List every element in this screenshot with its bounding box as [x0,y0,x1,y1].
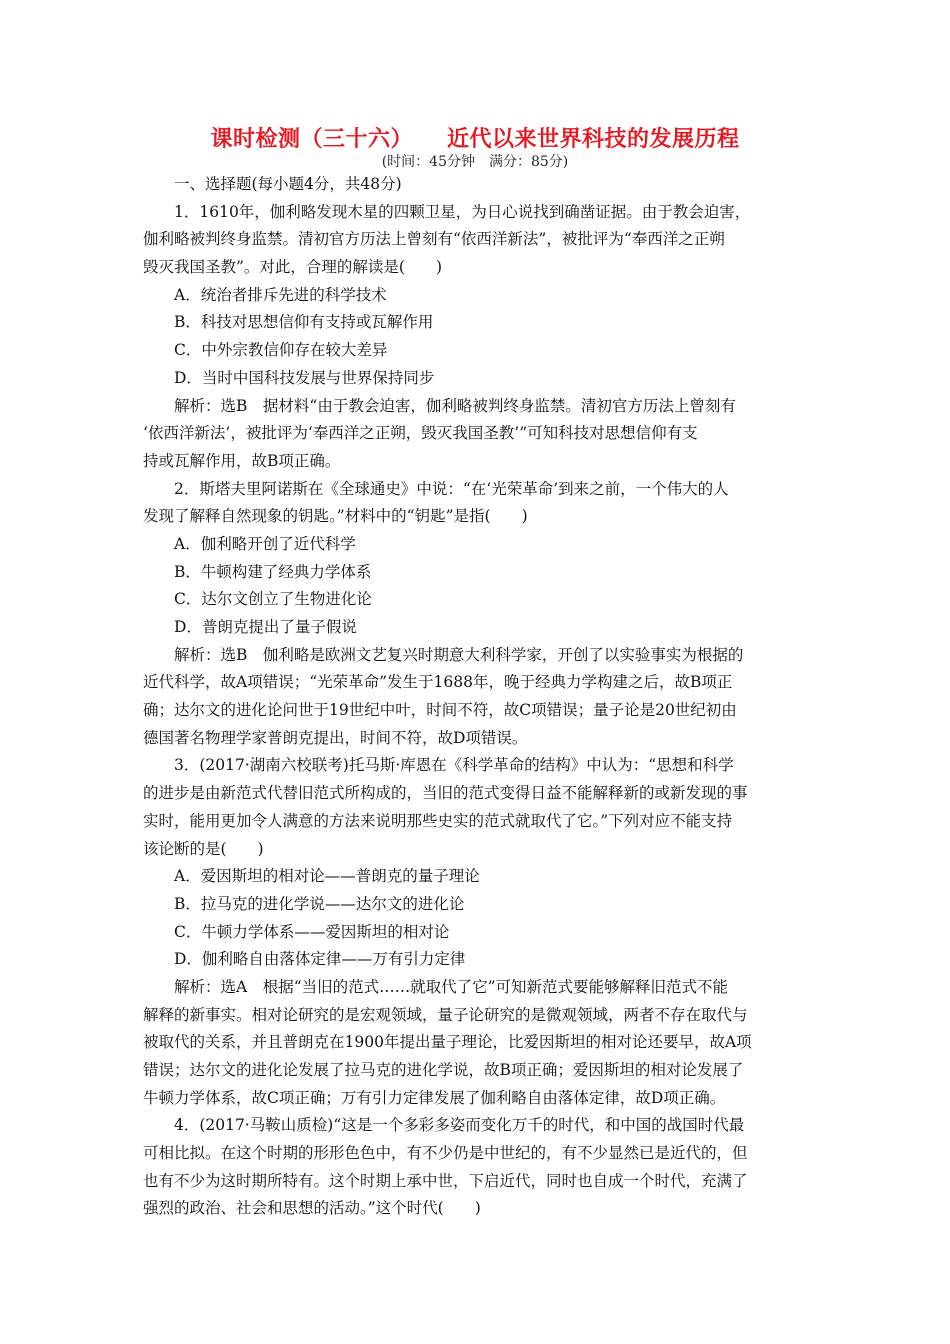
text-line: 3．(2017·湖南六校联考)托马斯·库恩在《科学革命的结构》中认为：“思想和科学 [174,756,734,775]
text-line: 德国著名物理学家普朗克提出，时间不符，故D项错误。 [143,728,528,747]
text-line: A．统治者排斥先进的科学技术 [174,285,387,304]
text-line: 持或瓦解作用，故B项正确。 [143,451,341,470]
text-line: 解析：选A 根据“当旧的范式……就取代了它”可知新范式要能够解释旧范式不能 [174,977,729,996]
text-line: 伽利略被判终身监禁。清初官方历法上曾刻有“依西洋新法”，被批评为“奉西洋之正朔 [143,230,725,249]
text-line: 被取代的关系，并且普朗克在1900年提出量子理论，比爱因斯坦的相对论还要早，故A项 [143,1033,752,1052]
text-line: A．伽利略开创了近代科学 [174,534,356,553]
text-line: 解析：选B 据材料“由于教会迫害，伽利略被判终身监禁。清初官方历法上曾刻有 [174,396,736,415]
text-line: ‘依西洋新法’，被批评为‘奉西洋之正朔，毁灭我国圣教’”可知科技对思想信仰有支 [143,424,698,443]
text-line: 错误；达尔文的进化论发展了拉马克的进化学说，故B项正确；爱因斯坦的相对论发展了 [143,1061,744,1079]
title-topic: 近代以来世界科技的发展历程 [447,127,740,152]
text-line: C．牛顿力学体系——爱因斯坦的相对论 [174,922,450,941]
text-line: 实时，能用更加令人满意的方法来说明那些史实的范式就取代了它。”下列对应不能支持 [143,811,733,830]
text-line: 2．斯塔夫里阿诺斯在《全球通史》中说：“在‘光荣革命’到来之前，一个伟大的人 [174,479,729,498]
text-line: C．中外宗教信仰存在较大差异 [174,341,388,360]
text-line: 强烈的政治、社会和思想的活动。”这个时代( ) [143,1199,481,1218]
text-line: D．当时中国科技发展与世界保持同步 [174,368,435,387]
text-line: A．爱因斯坦的相对论——普朗克的量子理论 [174,867,480,886]
text-line: B．科技对思想信仰有支持或瓦解作用 [174,313,434,332]
text-line: 毁灭我国圣教”。对此，合理的解读是( ) [143,258,443,277]
text-line: 1．1610年，伽利略发现木星的四颗卫星，为日心说找到确凿证据。由于教会迫害， [174,202,751,221]
text-line: 发现了解释自然现象的钥匙。”材料中的“钥匙”是指( ) [143,507,528,526]
exam-time-score: (时间：45分钟 满分：85分) [381,154,569,170]
page-title [0,122,950,153]
question-body [143,171,809,1223]
text-line: 一、选择题(每小题4分，共48分) [174,175,402,193]
text-line: 牛顿力学体系，故C项正确；万有引力定律发展了伽利略自由落体定律，故D项正确。 [143,1088,726,1107]
text-line: 也有不少为这时期所特有。这个时期上承中世，下启近代，同时也自成一个时代，充满了 [143,1171,748,1190]
text-line: 可相比拟。在这个时期的形形色色中，有不少仍是中世纪的，有不少显然已是近代的，但 [143,1144,748,1163]
text-line: 4．(2017·马鞍山质检)“这是一个多彩多姿而变化万千的时代，和中国的战国时代最 [174,1116,745,1135]
text-line: D．伽利略自由落体定律——万有引力定律 [174,950,466,969]
text-line: 的进步是由新范式代替旧范式所构成的，当旧的范式变得日益不能解释新的或新发现的事 [143,784,748,803]
text-line: 解释的新事实。相对论研究的是宏观领域，量子论研究的是微观领域，两者不存在取代与 [143,1005,748,1024]
text-line: D．普朗克提出了量子假说 [174,618,357,636]
text-line: B．拉马克的进化学说——达尔文的进化论 [174,894,465,913]
text-line: 确；达尔文的进化论问世于19世纪中叶，时间不符，故C项错误；量子论是20世纪初由 [143,701,737,720]
text-line: C．达尔文创立了生物进化论 [174,590,372,609]
text-line: 解析：选B 伽利略是欧洲文艺复兴时期意大利科学家，开创了以实验事实为根据的 [174,645,744,664]
text-line: 该论断的是( ) [143,839,264,858]
title-lesson: 课时检测（三十六） [210,127,413,152]
text-line: 近代科学，故A项错误；“光荣革命”发生于1688年，晚于经典力学构建之后，故B项正 [143,673,733,692]
text-line: B．牛顿构建了经典力学体系 [174,562,372,581]
